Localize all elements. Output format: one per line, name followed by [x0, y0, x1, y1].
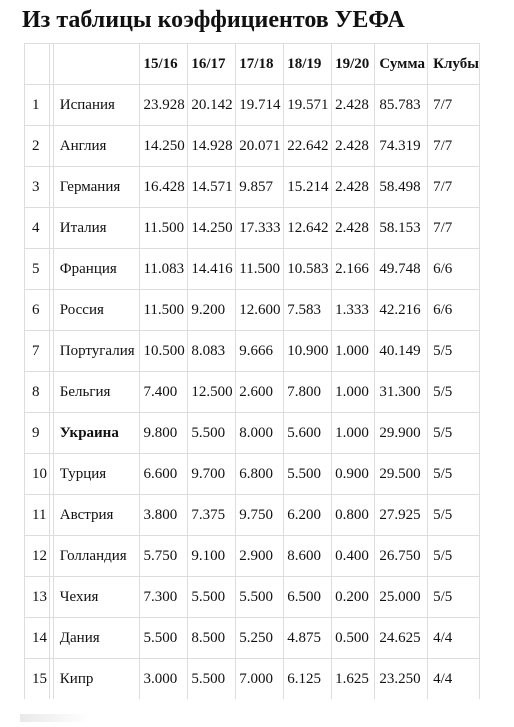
rank-cell: 7 [25, 331, 50, 372]
table-body [25, 85, 480, 700]
table-row [25, 536, 480, 577]
rank-cell: 3 [25, 167, 50, 208]
country-cell: Англия [53, 126, 140, 167]
country-cell: Португалия [53, 331, 140, 372]
country-cell: Испания [53, 85, 140, 126]
table-row [25, 167, 480, 208]
sum-cell: 24.625 [375, 618, 428, 659]
header-rank [25, 44, 50, 85]
clubs-cell: 6/6 [428, 290, 480, 331]
table-row [25, 659, 480, 700]
season-17-18-cell: 12.600 [236, 290, 284, 331]
table-row [25, 126, 480, 167]
rank-cell: 12 [25, 536, 50, 577]
season-15-16-cell: 10.500 [140, 331, 188, 372]
table-row [25, 208, 480, 249]
season-16-17-cell: 8.083 [188, 331, 236, 372]
country-cell: Дания [53, 618, 140, 659]
table-row [25, 495, 480, 536]
season-18-19-cell: 10.900 [284, 331, 332, 372]
season-15-16-cell: 14.250 [140, 126, 188, 167]
season-18-19-cell: 6.500 [284, 577, 332, 618]
season-16-17-cell: 8.500 [188, 618, 236, 659]
sum-cell: 31.300 [375, 372, 428, 413]
season-15-16-cell: 16.428 [140, 167, 188, 208]
season-17-18-cell: 9.666 [236, 331, 284, 372]
season-16-17-cell: 7.375 [188, 495, 236, 536]
season-18-19-cell: 5.500 [284, 454, 332, 495]
season-16-17-cell: 5.500 [188, 577, 236, 618]
season-16-17-cell: 12.500 [188, 372, 236, 413]
season-17-18-cell: 2.900 [236, 536, 284, 577]
country-cell: Чехия [53, 577, 140, 618]
season-19-20-cell: 1.000 [332, 413, 375, 454]
season-17-18-cell: 8.000 [236, 413, 284, 454]
sum-cell: 58.153 [375, 208, 428, 249]
clubs-cell: 4/4 [428, 618, 480, 659]
rank-cell: 6 [25, 290, 50, 331]
season-16-17-cell: 5.500 [188, 413, 236, 454]
season-18-19-cell: 10.583 [284, 249, 332, 290]
season-16-17-cell: 5.500 [188, 659, 236, 700]
season-18-19-cell: 19.571 [284, 85, 332, 126]
clubs-cell: 5/5 [428, 372, 480, 413]
season-15-16-cell: 23.928 [140, 85, 188, 126]
season-17-18-cell: 19.714 [236, 85, 284, 126]
table-row [25, 454, 480, 495]
footer-fragment [20, 714, 90, 722]
header-season-18-19: 18/19 [284, 44, 332, 85]
season-19-20-cell: 1.000 [332, 331, 375, 372]
season-17-18-cell: 7.000 [236, 659, 284, 700]
season-16-17-cell: 14.250 [188, 208, 236, 249]
sum-cell: 49.748 [375, 249, 428, 290]
season-18-19-cell: 8.600 [284, 536, 332, 577]
season-17-18-cell: 11.500 [236, 249, 284, 290]
country-cell: Кипр [53, 659, 140, 700]
clubs-cell: 5/5 [428, 413, 480, 454]
season-16-17-cell: 14.416 [188, 249, 236, 290]
sum-cell: 40.149 [375, 331, 428, 372]
rank-cell: 15 [25, 659, 50, 700]
season-19-20-cell: 2.428 [332, 208, 375, 249]
rank-cell: 14 [25, 618, 50, 659]
header-country [53, 44, 140, 85]
country-cell: Италия [53, 208, 140, 249]
table-row [25, 331, 480, 372]
clubs-cell: 6/6 [428, 249, 480, 290]
rank-cell: 1 [25, 85, 50, 126]
season-19-20-cell: 0.200 [332, 577, 375, 618]
season-18-19-cell: 15.214 [284, 167, 332, 208]
clubs-cell: 7/7 [428, 126, 480, 167]
table-row [25, 85, 480, 126]
season-19-20-cell: 1.625 [332, 659, 375, 700]
sum-cell: 29.500 [375, 454, 428, 495]
country-cell: Австрия [53, 495, 140, 536]
season-19-20-cell: 0.500 [332, 618, 375, 659]
season-17-18-cell: 5.250 [236, 618, 284, 659]
clubs-cell: 5/5 [428, 577, 480, 618]
season-18-19-cell: 4.875 [284, 618, 332, 659]
season-17-18-cell: 17.333 [236, 208, 284, 249]
rank-cell: 13 [25, 577, 50, 618]
season-19-20-cell: 1.000 [332, 372, 375, 413]
country-cell: Голландия [53, 536, 140, 577]
country-cell: Украина [53, 413, 140, 454]
season-19-20-cell: 0.900 [332, 454, 375, 495]
season-17-18-cell: 2.600 [236, 372, 284, 413]
season-19-20-cell: 0.800 [332, 495, 375, 536]
season-16-17-cell: 9.700 [188, 454, 236, 495]
season-17-18-cell: 5.500 [236, 577, 284, 618]
season-19-20-cell: 1.333 [332, 290, 375, 331]
rank-cell: 11 [25, 495, 50, 536]
table-row [25, 372, 480, 413]
season-18-19-cell: 22.642 [284, 126, 332, 167]
season-19-20-cell: 2.166 [332, 249, 375, 290]
table-row [25, 413, 480, 454]
sum-cell: 29.900 [375, 413, 428, 454]
season-16-17-cell: 9.100 [188, 536, 236, 577]
sum-cell: 23.250 [375, 659, 428, 700]
clubs-cell: 5/5 [428, 454, 480, 495]
season-16-17-cell: 20.142 [188, 85, 236, 126]
season-18-19-cell: 12.642 [284, 208, 332, 249]
rank-cell: 8 [25, 372, 50, 413]
season-15-16-cell: 5.500 [140, 618, 188, 659]
sum-cell: 25.000 [375, 577, 428, 618]
season-15-16-cell: 9.800 [140, 413, 188, 454]
table-header-row [25, 44, 480, 85]
rank-cell: 4 [25, 208, 50, 249]
clubs-cell: 7/7 [428, 167, 480, 208]
sum-cell: 26.750 [375, 536, 428, 577]
header-season-17-18: 17/18 [236, 44, 284, 85]
header-sum: Сумма [375, 44, 428, 85]
season-15-16-cell: 5.750 [140, 536, 188, 577]
table-row [25, 249, 480, 290]
season-16-17-cell: 9.200 [188, 290, 236, 331]
header-clubs: Клубы [428, 44, 480, 85]
clubs-cell: 7/7 [428, 208, 480, 249]
season-18-19-cell: 6.125 [284, 659, 332, 700]
season-19-20-cell: 0.400 [332, 536, 375, 577]
rank-cell: 2 [25, 126, 50, 167]
table-row [25, 618, 480, 659]
season-15-16-cell: 6.600 [140, 454, 188, 495]
season-18-19-cell: 5.600 [284, 413, 332, 454]
season-15-16-cell: 7.300 [140, 577, 188, 618]
season-15-16-cell: 7.400 [140, 372, 188, 413]
country-cell: Россия [53, 290, 140, 331]
season-15-16-cell: 3.800 [140, 495, 188, 536]
season-15-16-cell: 11.500 [140, 208, 188, 249]
country-cell: Германия [53, 167, 140, 208]
season-16-17-cell: 14.571 [188, 167, 236, 208]
header-season-19-20: 19/20 [332, 44, 375, 85]
table-row [25, 577, 480, 618]
sum-cell: 74.319 [375, 126, 428, 167]
season-19-20-cell: 2.428 [332, 167, 375, 208]
table-viewport[interactable] [24, 43, 480, 699]
sum-cell: 27.925 [375, 495, 428, 536]
season-18-19-cell: 7.583 [284, 290, 332, 331]
season-15-16-cell: 11.083 [140, 249, 188, 290]
rank-cell: 5 [25, 249, 50, 290]
uefa-coefficients-table [24, 43, 480, 699]
season-16-17-cell: 14.928 [188, 126, 236, 167]
sum-cell: 85.783 [375, 85, 428, 126]
season-18-19-cell: 7.800 [284, 372, 332, 413]
sum-cell: 58.498 [375, 167, 428, 208]
season-19-20-cell: 2.428 [332, 85, 375, 126]
page-title: Из таблицы коэффициентов УЕФА [22, 7, 405, 33]
country-cell: Турция [53, 454, 140, 495]
season-19-20-cell: 2.428 [332, 126, 375, 167]
clubs-cell: 5/5 [428, 495, 480, 536]
clubs-cell: 4/4 [428, 659, 480, 700]
season-17-18-cell: 20.071 [236, 126, 284, 167]
clubs-cell: 7/7 [428, 85, 480, 126]
season-17-18-cell: 6.800 [236, 454, 284, 495]
season-17-18-cell: 9.750 [236, 495, 284, 536]
sum-cell: 42.216 [375, 290, 428, 331]
clubs-cell: 5/5 [428, 536, 480, 577]
season-15-16-cell: 3.000 [140, 659, 188, 700]
header-season-15-16: 15/16 [140, 44, 188, 85]
header-season-16-17: 16/17 [188, 44, 236, 85]
season-17-18-cell: 9.857 [236, 167, 284, 208]
clubs-cell: 5/5 [428, 331, 480, 372]
rank-cell: 10 [25, 454, 50, 495]
country-cell: Франция [53, 249, 140, 290]
season-15-16-cell: 11.500 [140, 290, 188, 331]
season-18-19-cell: 6.200 [284, 495, 332, 536]
country-cell: Бельгия [53, 372, 140, 413]
table-row [25, 290, 480, 331]
rank-cell: 9 [25, 413, 50, 454]
